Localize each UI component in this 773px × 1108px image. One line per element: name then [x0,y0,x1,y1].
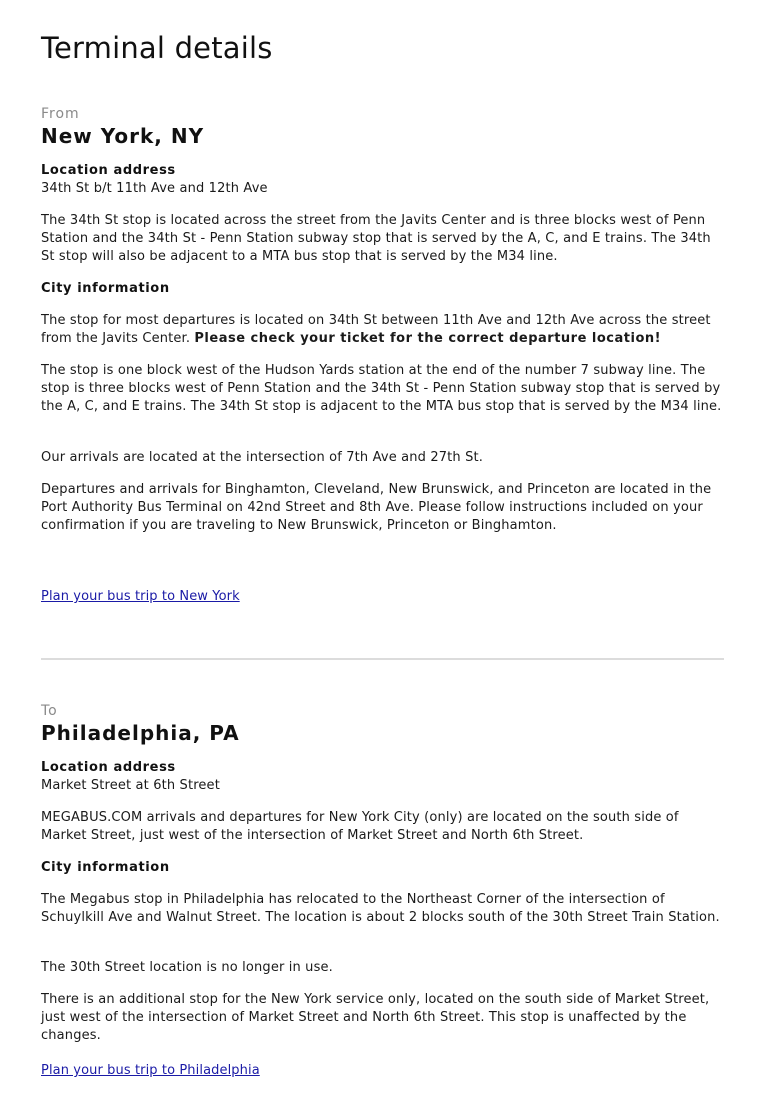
to-city-info-paragraph-2: The 30th Street location is no longer in use. [41,960,333,975]
from-section [41,106,724,148]
to-address: Market Street at 6th Street [41,778,220,793]
section-divider [41,658,724,660]
from-address-description: The 34th St stop is located across the street from the Javits Center and is three blocks west of Penn Station and the 34th St - Penn Station subway stop that is served by the A, C, and E trains. The 34th St stop will also be adjacent to a MTA bus stop that is served by the M34 line. [41,213,711,264]
ticket-warning: Please check your ticket for the correct departure location! [194,331,662,346]
from-city-info-paragraph-1 [41,312,724,348]
from-city-info-heading: City information [41,281,170,296]
from-plan-link-row [41,585,724,606]
from-address: 34th St b/t 11th Ave and 12th Ave [41,181,268,196]
from-city-info-paragraph-2: The stop is one block west of the Hudson Yards station at the end of the number 7 subway line. The stop is three blocks west of Penn Station and the 34th St - Penn Station subway stop that is served by the A, C, and E trains. The 34th St stop is adjacent to the MTA bus stop that is served by the M34 line. [41,363,722,414]
from-city-info-paragraph-4: Departures and arrivals for Binghamton, Cleveland, New Brunswick, and Princeton are located in the Port Authority Bus Terminal on 42nd Street and 8th Ave. Please follow instructions included on your confirmation if you are traveling to New Brunswick, Princeton or Binghamton. [41,482,712,533]
from-city-info-paragraph-1-text: The stop for most departures is located on 34th St between 11th Ave and 12th Ave across the street from the Javits Center. [41,313,711,346]
from-label: From [41,106,80,122]
to-plan-link-row [41,1059,724,1080]
plan-trip-new-york-link[interactable]: Plan your bus trip to New York [41,589,240,604]
to-city-info-paragraph-3: There is an additional stop for the New York service only, located on the south side of Market Street, just west of the intersection of Market Street and North 6th Street. This stop is unaffected by the changes. [41,992,710,1043]
to-city-info-paragraph-1: The Megabus stop in Philadelphia has relocated to the Northeast Corner of the intersection of Schuylkill Ave and Walnut Street. The location is about 2 blocks south of the 30th Street Train Station. [41,892,720,925]
from-city-name: New York, NY [41,124,205,148]
page-title: Terminal details [41,31,273,65]
to-city-name: Philadelphia, PA [41,721,240,745]
to-address-description: MEGABUS.COM arrivals and departures for New York City (only) are located on the south side of Market Street, just west of the intersection of Market Street and North 6th Street. [41,810,679,843]
to-location-block [41,759,724,795]
to-label: To [41,703,58,719]
to-city-info-heading: City information [41,860,170,875]
plan-trip-philadelphia-link[interactable]: Plan your bus trip to Philadelphia [41,1063,260,1078]
to-location-heading: Location address [41,760,176,775]
from-location-block [41,162,724,198]
from-city-info-paragraph-3: Our arrivals are located at the intersection of 7th Ave and 27th St. [41,450,484,465]
to-section [41,703,724,745]
from-location-heading: Location address [41,163,176,178]
